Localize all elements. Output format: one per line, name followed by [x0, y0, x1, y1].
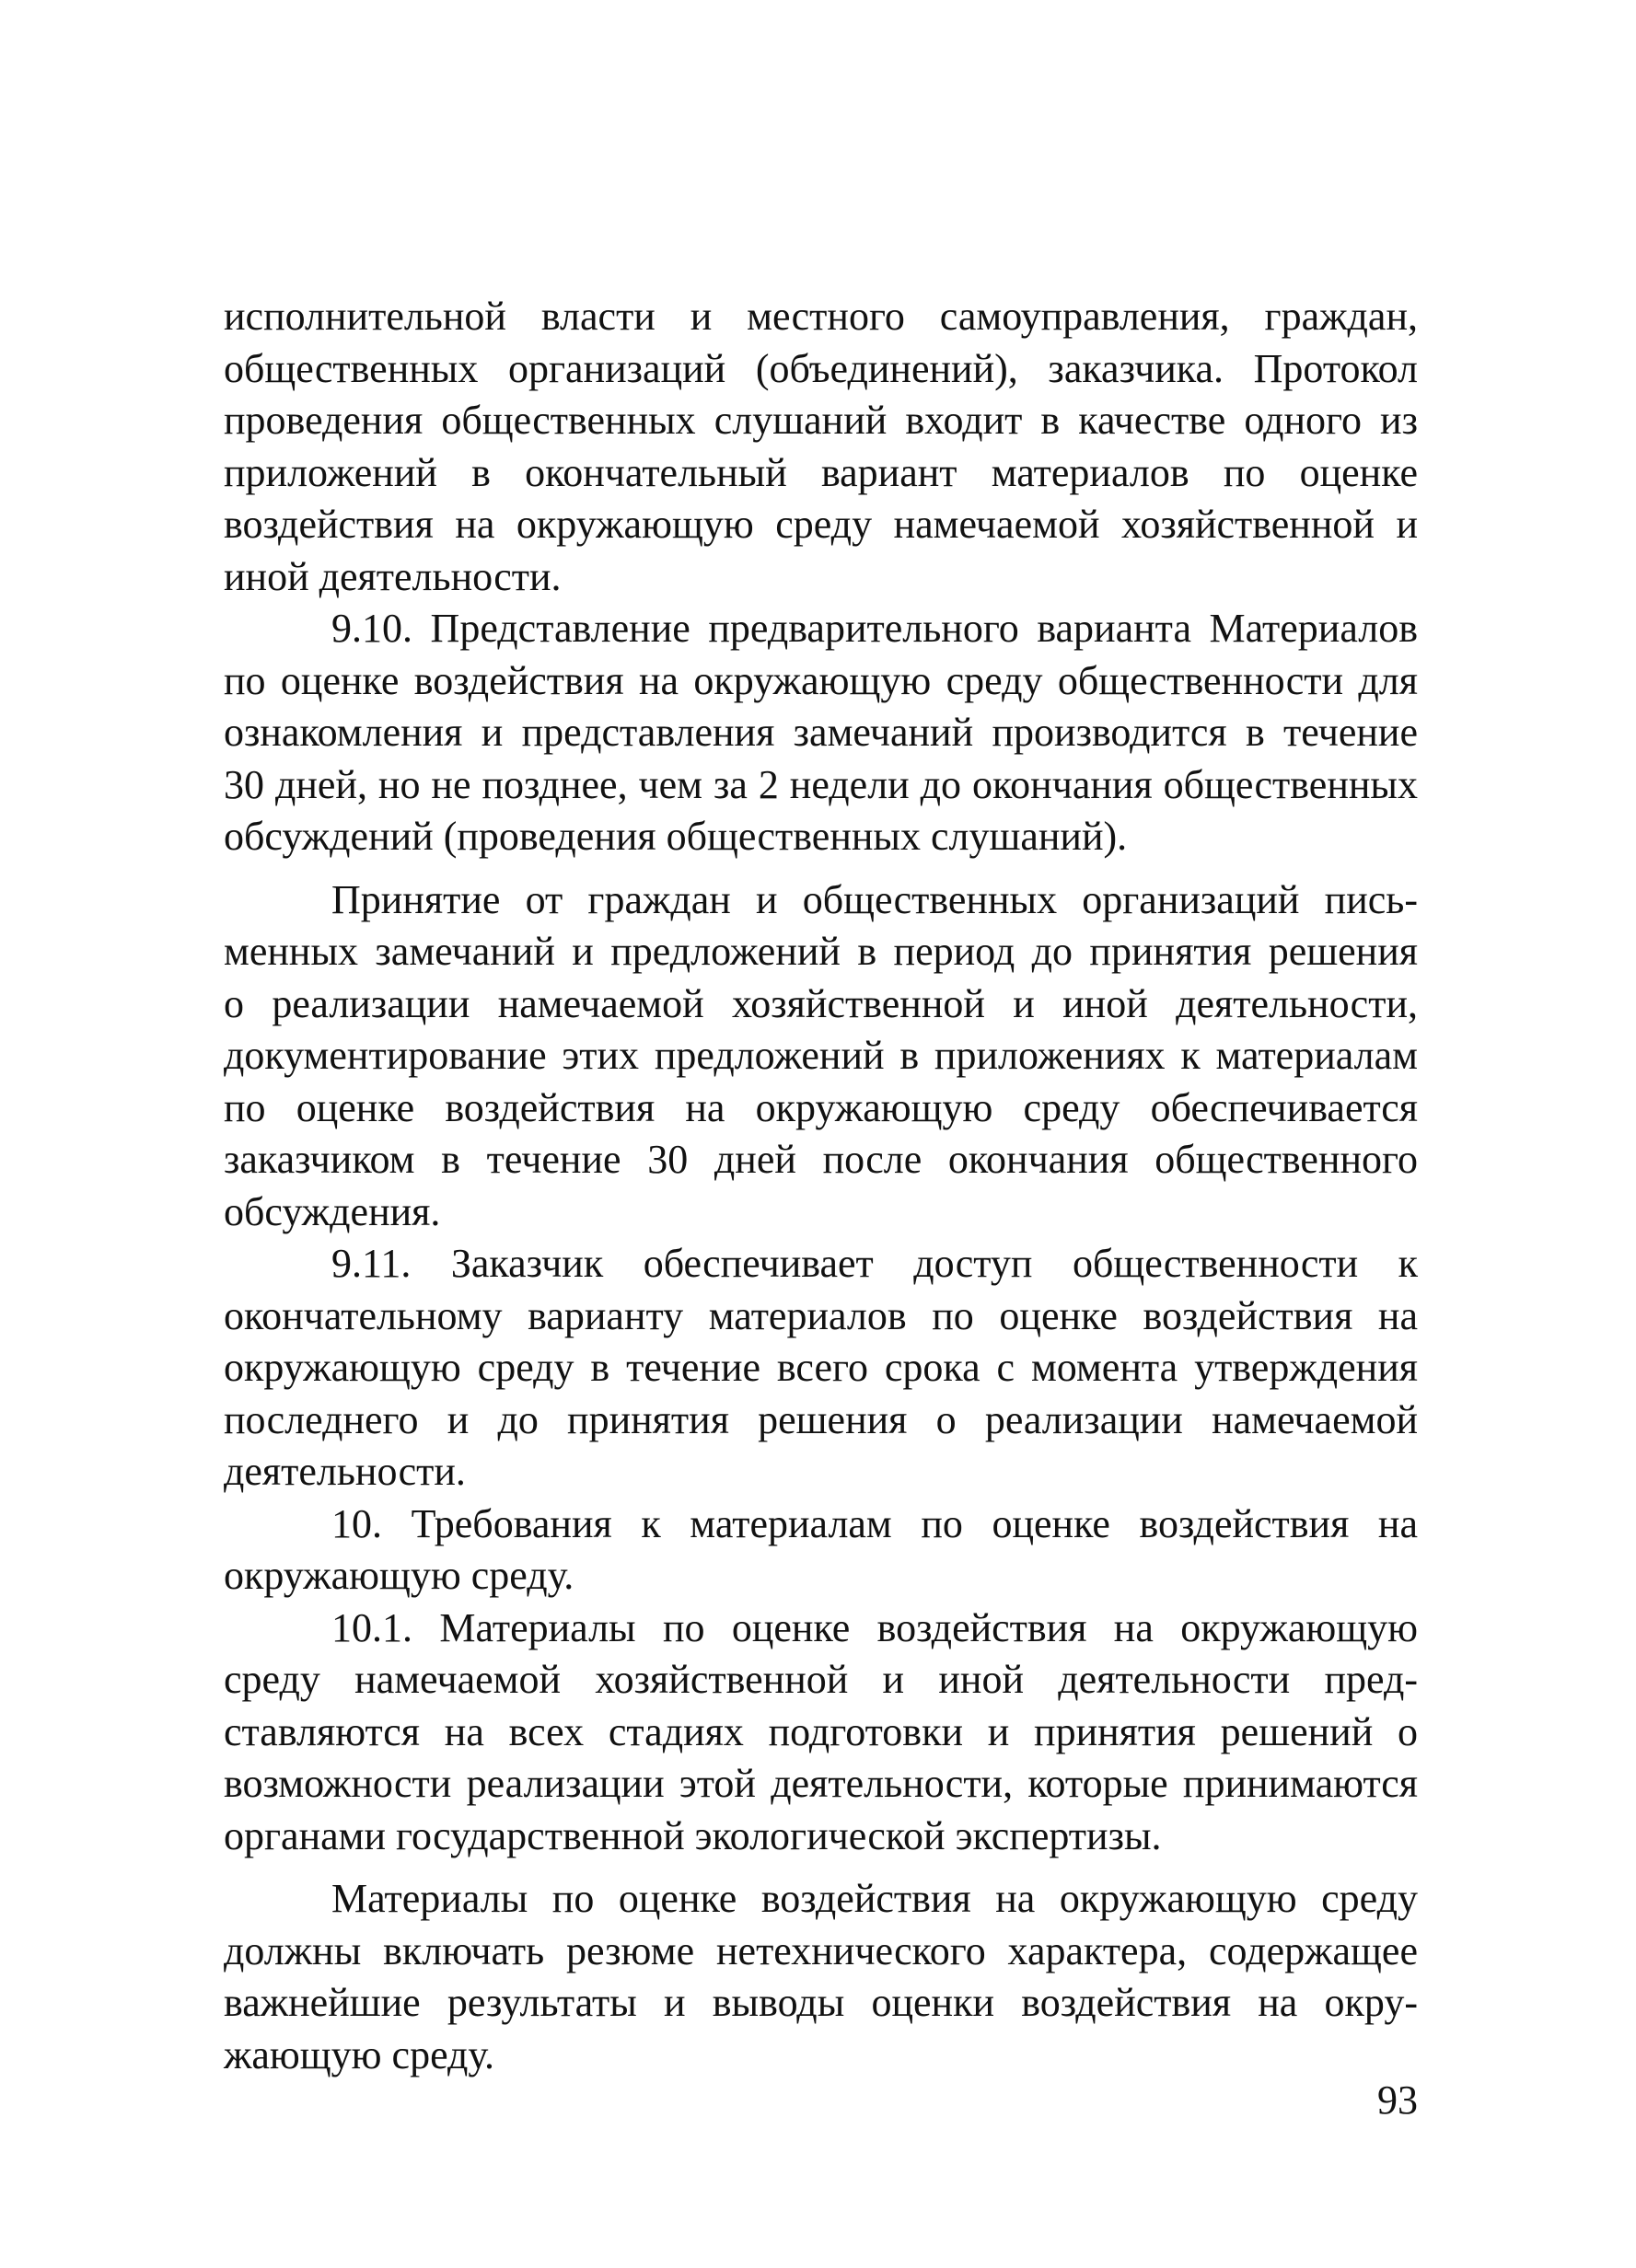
text-line: менных замечаний и предложений в период до принятия решения [224, 929, 1418, 974]
paragraph-10-1 [224, 1603, 1418, 1863]
text-line: 9.10. Представление предварительного варианта Материалов [331, 606, 1418, 651]
text-line: последнего и до принятия решения о реализации намечаемой [224, 1396, 1418, 1442]
text-line: иной деятельности. [224, 553, 562, 599]
text-line: 10.1. Материалы по оценке воздействия на окружающую [331, 1604, 1418, 1650]
text-line: воздействия на окружающую среду намечаемой хозяйственной и [224, 502, 1418, 547]
text-line: 9.11. Заказчик обеспечивает доступ общественности к [331, 1241, 1418, 1286]
text-line: окружающую среду. [224, 1553, 574, 1598]
text-line: ознакомления и представления замечаний производится в течение [224, 710, 1418, 755]
paragraph-acceptance [224, 874, 1418, 1239]
text-line: возможности реализации этой деятельности, которые принимаются [224, 1761, 1418, 1806]
text-line: по оценке воздействия на окружающую среду обеспечивается [224, 1084, 1418, 1130]
text-line: деятельности. [224, 1449, 466, 1494]
text-line: важнейшие результаты и выводы оценки воздействия на окру- [224, 1980, 1418, 2025]
paragraph-materials-summary [224, 1873, 1418, 2081]
text-line: органами государственной экологической экспертизы. [224, 1812, 1162, 1858]
text-line: среду намечаемой хозяйственной и иной деятельности пред- [224, 1657, 1418, 1702]
text-line: о реализации намечаемой хозяйственной и иной деятельности, [224, 980, 1418, 1026]
text-line: 30 дней, но не позднее, чем за 2 недели до окончания общественных [224, 761, 1418, 807]
text-line: должны включать резюме нетехнического характера, содержащее [224, 1927, 1418, 1973]
text-line: окружающую среду в течение всего срока с момента утверждения [224, 1345, 1418, 1390]
text-line: документирование этих предложений в приложениях к материалам [224, 1033, 1418, 1078]
text-line: приложений в окончательный вариант материалов по оценке [224, 449, 1418, 495]
text-line: по оценке воздействия на окружающую среду общественности для [224, 657, 1418, 703]
paragraph-9-10 [224, 603, 1418, 863]
body-text [224, 291, 1418, 2081]
text-line: проведения общественных слушаний входит в качестве одного из [224, 398, 1418, 443]
text-line: общественных организаций (объединений), заказчика. Протокол [224, 345, 1418, 391]
paragraph-10-heading [224, 1498, 1418, 1603]
text-line: обсуждений (проведения общественных слушаний). [224, 814, 1128, 859]
paragraph-continuation [224, 291, 1418, 603]
text-line: Материалы по оценке воздействия на окружающую среду [331, 1876, 1418, 1921]
text-line: исполнительной власти и местного самоуправления, граждан, [224, 294, 1418, 339]
text-line: окончательному варианту материалов по оценке воздействия на [224, 1292, 1418, 1338]
text-line: заказчиком в течение 30 дней после окончания общественного [224, 1137, 1418, 1182]
text-line: 10. Требования к материалам по оценке воздействия на [331, 1500, 1418, 1546]
paragraph-9-11 [224, 1238, 1418, 1498]
text-line: Принятие от граждан и общественных организаций пись- [331, 876, 1418, 922]
text-line: ставляются на всех стадиях подготовки и принятия решений о [224, 1708, 1418, 1754]
text-line: обсуждения. [224, 1188, 441, 1234]
page-number: 93 [1377, 2077, 1418, 2123]
text-line: жающую среду. [224, 2031, 495, 2077]
